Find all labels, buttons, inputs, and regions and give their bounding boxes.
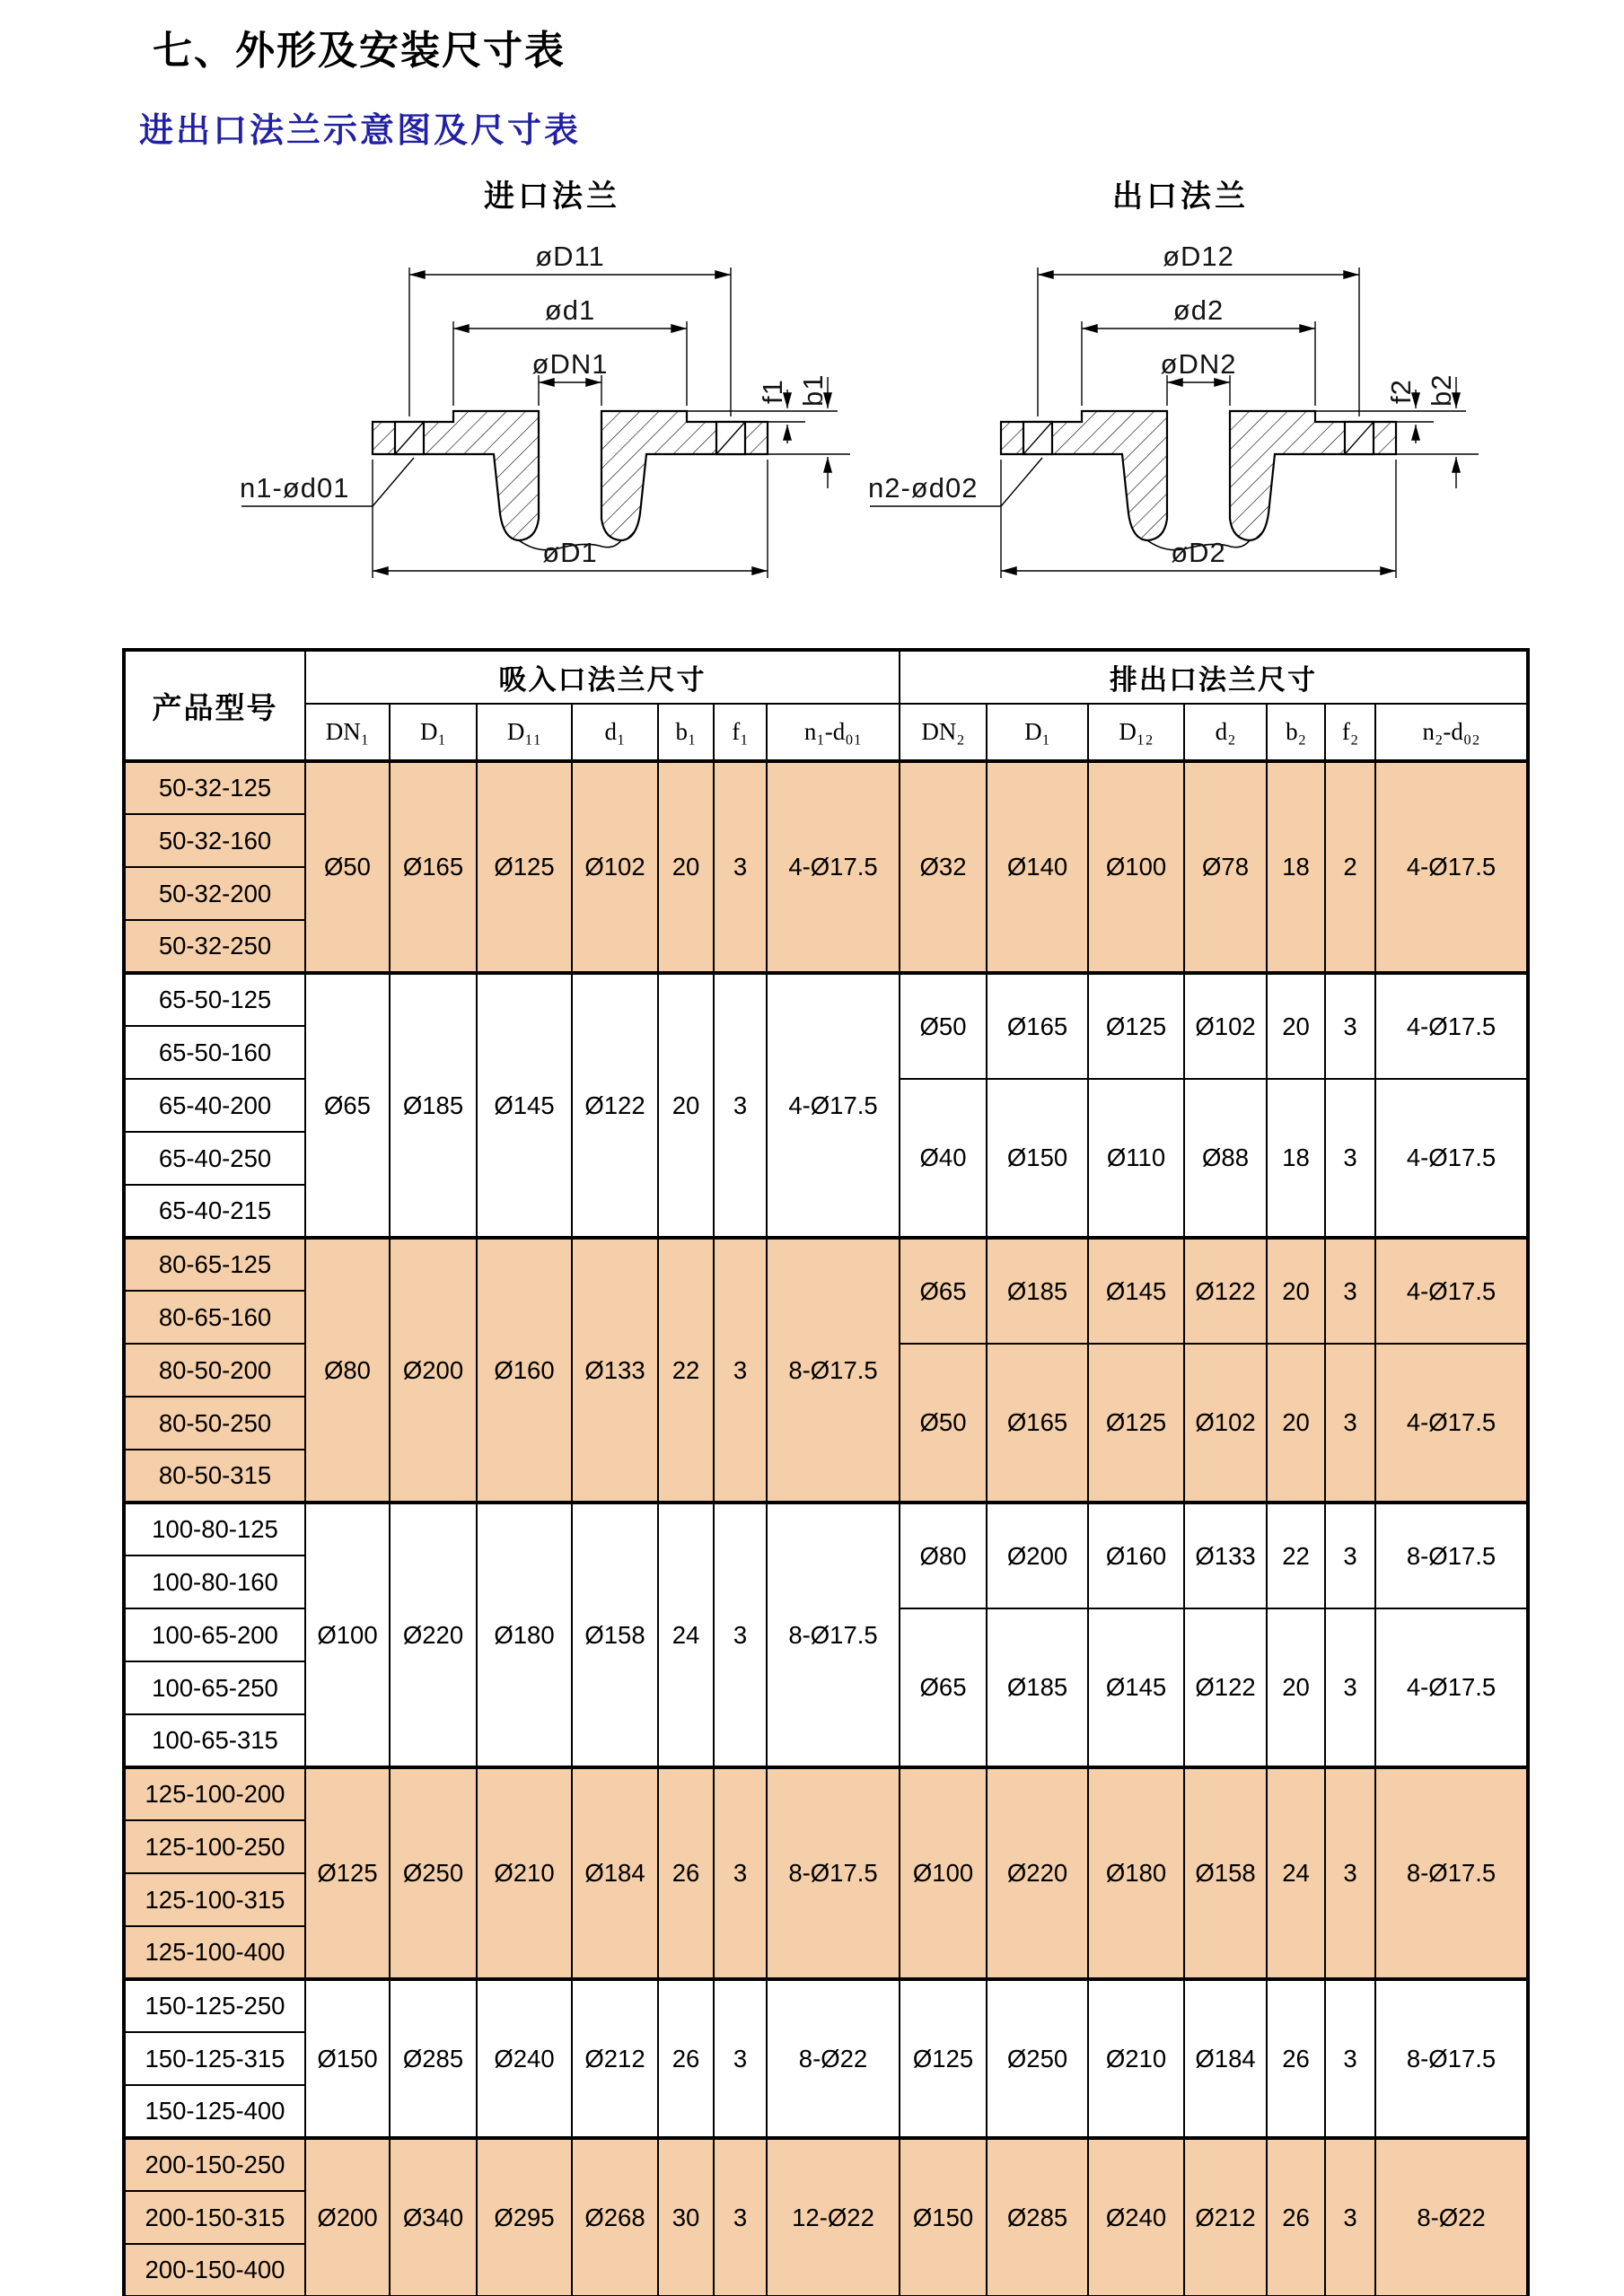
dim-label-bolt-holes: n2-ød02 — [868, 472, 979, 504]
dim-label-thickness: b2 — [1426, 373, 1457, 407]
model-cell: 50-32-250 — [124, 920, 305, 973]
model-cell: 80-65-125 — [124, 1238, 305, 1291]
model-cell: 125-100-315 — [124, 1873, 305, 1926]
discharge-value-cell: Ø210 — [1088, 1979, 1184, 2138]
discharge-value-cell: 3 — [1325, 1608, 1375, 1767]
discharge-value-cell: 8-Ø22 — [1375, 2138, 1528, 2296]
column-symbol-header-6: n₁-d₀₁ — [767, 704, 900, 761]
model-cell: 100-65-250 — [124, 1661, 305, 1714]
model-cell: 100-65-315 — [124, 1714, 305, 1767]
discharge-value-cell: 3 — [1325, 1238, 1375, 1344]
model-cell: 65-50-160 — [124, 1026, 305, 1079]
suction-value-cell: Ø50 — [305, 761, 390, 973]
suction-value-cell: Ø125 — [477, 761, 572, 973]
discharge-value-cell: Ø184 — [1184, 1979, 1267, 2138]
model-cell: 50-32-160 — [124, 814, 305, 867]
column-symbol-header-1: D₁ — [390, 704, 477, 761]
inlet-flange-title: 进口法兰 — [484, 180, 620, 214]
suction-value-cell: 26 — [658, 1979, 714, 2138]
model-cell: 80-50-315 — [124, 1450, 305, 1503]
column-symbol-header-5: f₁ — [714, 704, 767, 761]
model-cell: 80-50-250 — [124, 1397, 305, 1450]
model-cell: 150-125-315 — [124, 2032, 305, 2085]
discharge-value-cell: Ø100 — [1088, 761, 1184, 973]
column-symbol-header-10: d₂ — [1184, 704, 1267, 761]
dim-label-raised-face: ød2 — [1172, 294, 1225, 326]
suction-value-cell: 3 — [714, 2138, 767, 2296]
suction-value-cell: 3 — [714, 1767, 767, 1979]
model-cell: 150-125-400 — [124, 2085, 305, 2138]
model-cell: 65-40-250 — [124, 1132, 305, 1185]
suction-value-cell: Ø210 — [477, 1767, 572, 1979]
discharge-value-cell: Ø32 — [900, 761, 987, 973]
suction-value-cell: 8-Ø17.5 — [767, 1503, 900, 1767]
suction-value-cell: Ø185 — [390, 973, 477, 1238]
suction-value-cell: 20 — [658, 761, 714, 973]
discharge-value-cell: 3 — [1325, 1503, 1375, 1608]
discharge-value-cell: Ø102 — [1184, 973, 1267, 1079]
model-cell: 50-32-125 — [124, 761, 305, 814]
discharge-value-cell: 4-Ø17.5 — [1375, 1238, 1528, 1344]
table-row — [124, 973, 1528, 1026]
model-column-header: 产品型号 — [124, 650, 305, 761]
suction-value-cell: 3 — [714, 1503, 767, 1767]
suction-value-cell: 4-Ø17.5 — [767, 761, 900, 973]
discharge-value-cell: Ø50 — [900, 973, 987, 1079]
discharge-value-cell: 4-Ø17.5 — [1375, 1079, 1528, 1238]
discharge-value-cell: Ø125 — [1088, 1344, 1184, 1503]
suction-value-cell: Ø200 — [390, 1238, 477, 1503]
suction-value-cell: Ø180 — [477, 1503, 572, 1767]
suction-value-cell: 8-Ø17.5 — [767, 1767, 900, 1979]
outlet-flange-title: 出口法兰 — [1112, 180, 1249, 214]
discharge-value-cell: 3 — [1325, 2138, 1375, 2296]
symbol-header-row — [124, 704, 1528, 761]
suction-value-cell: Ø160 — [477, 1238, 572, 1503]
suction-value-cell: Ø80 — [305, 1238, 390, 1503]
model-cell: 100-80-125 — [124, 1503, 305, 1555]
discharge-value-cell: 3 — [1325, 1767, 1375, 1979]
suction-value-cell: 8-Ø22 — [767, 1979, 900, 2138]
suction-value-cell: Ø145 — [477, 973, 572, 1238]
discharge-value-cell: 8-Ø17.5 — [1375, 1979, 1528, 2138]
model-cell: 150-125-250 — [124, 1979, 305, 2032]
discharge-value-cell: 26 — [1267, 1979, 1325, 2138]
discharge-value-cell: Ø185 — [987, 1238, 1088, 1344]
model-cell: 125-100-200 — [124, 1767, 305, 1820]
suction-value-cell: Ø285 — [390, 1979, 477, 2138]
suction-value-cell: 3 — [714, 973, 767, 1238]
suction-value-cell: 20 — [658, 973, 714, 1238]
column-symbol-header-0: DN₁ — [305, 704, 390, 761]
suction-value-cell: Ø200 — [305, 2138, 390, 2296]
discharge-value-cell: 20 — [1267, 1608, 1325, 1767]
discharge-value-cell: Ø145 — [1088, 1238, 1184, 1344]
suction-value-cell: Ø133 — [572, 1238, 658, 1503]
model-cell: 125-100-250 — [124, 1820, 305, 1873]
column-symbol-header-9: D₁₂ — [1088, 704, 1184, 761]
dim-label-thickness: b1 — [797, 373, 829, 407]
discharge-value-cell: 20 — [1267, 973, 1325, 1079]
discharge-value-cell: 24 — [1267, 1767, 1325, 1979]
table-row — [124, 1503, 1528, 1555]
model-cell: 125-100-400 — [124, 1926, 305, 1979]
column-symbol-header-4: b₁ — [658, 704, 714, 761]
model-cell: 65-40-215 — [124, 1185, 305, 1238]
model-cell: 80-65-160 — [124, 1291, 305, 1344]
suction-value-cell: 30 — [658, 2138, 714, 2296]
table-row — [124, 1767, 1528, 1820]
suction-value-cell: 3 — [714, 1238, 767, 1503]
model-cell: 200-150-250 — [124, 2138, 305, 2191]
suction-value-cell: Ø102 — [572, 761, 658, 973]
discharge-value-cell: 26 — [1267, 2138, 1325, 2296]
dim-label-outer-diameter: øD1 — [542, 537, 598, 568]
column-symbol-header-7: DN₂ — [900, 704, 987, 761]
discharge-value-cell: Ø88 — [1184, 1079, 1267, 1238]
discharge-value-cell: Ø185 — [987, 1608, 1088, 1767]
discharge-value-cell: Ø125 — [1088, 973, 1184, 1079]
discharge-value-cell: 4-Ø17.5 — [1375, 1344, 1528, 1503]
discharge-value-cell: Ø50 — [900, 1344, 987, 1503]
discharge-value-cell: 4-Ø17.5 — [1375, 973, 1528, 1079]
discharge-value-cell: 18 — [1267, 1079, 1325, 1238]
suction-value-cell: 26 — [658, 1767, 714, 1979]
discharge-value-cell: Ø65 — [900, 1238, 987, 1344]
suction-section-header: 吸入口法兰尺寸 — [305, 650, 900, 704]
model-cell: 100-65-200 — [124, 1608, 305, 1661]
page-title: 七、外形及安装尺寸表 — [153, 29, 566, 73]
discharge-section-header: 排出口法兰尺寸 — [900, 650, 1528, 704]
dim-label-outer-bolt-circle: øD11 — [535, 241, 605, 272]
discharge-value-cell: Ø180 — [1088, 1767, 1184, 1979]
suction-value-cell: 24 — [658, 1503, 714, 1767]
table-row — [124, 761, 1528, 814]
discharge-value-cell: Ø165 — [987, 1344, 1088, 1503]
model-cell: 65-40-200 — [124, 1079, 305, 1132]
discharge-value-cell: Ø140 — [987, 761, 1088, 973]
suction-value-cell: Ø340 — [390, 2138, 477, 2296]
table-body — [124, 761, 1528, 2296]
inlet-flange-figure — [238, 223, 866, 600]
discharge-value-cell: Ø122 — [1184, 1238, 1267, 1344]
page-subtitle: 进出口法兰示意图及尺寸表 — [139, 112, 582, 150]
inlet-flange-drawing — [238, 171, 866, 600]
discharge-value-cell: 8-Ø17.5 — [1375, 1767, 1528, 1979]
outlet-flange-drawing — [866, 171, 1495, 600]
discharge-value-cell: Ø40 — [900, 1079, 987, 1238]
discharge-value-cell: Ø78 — [1184, 761, 1267, 973]
suction-value-cell: Ø268 — [572, 2138, 658, 2296]
dim-label-outer-diameter: øD2 — [1171, 537, 1226, 568]
column-symbol-header-2: D₁₁ — [477, 704, 572, 761]
suction-value-cell: 22 — [658, 1238, 714, 1503]
discharge-value-cell: Ø145 — [1088, 1608, 1184, 1767]
suction-value-cell: 3 — [714, 1979, 767, 2138]
discharge-value-cell: Ø80 — [900, 1503, 987, 1608]
suction-value-cell: Ø184 — [572, 1767, 658, 1979]
flange-drawings — [238, 171, 1624, 600]
suction-value-cell: 12-Ø22 — [767, 2138, 900, 2296]
discharge-value-cell: Ø110 — [1088, 1079, 1184, 1238]
suction-value-cell: Ø150 — [305, 1979, 390, 2138]
suction-value-cell: Ø125 — [305, 1767, 390, 1979]
discharge-value-cell: 3 — [1325, 973, 1375, 1079]
suction-value-cell: Ø65 — [305, 973, 390, 1238]
column-symbol-header-8: D₁ — [987, 704, 1088, 761]
model-cell: 200-150-400 — [124, 2244, 305, 2296]
flange-svg — [238, 223, 866, 600]
column-symbol-header-13: n₂-d₀₂ — [1375, 704, 1528, 761]
discharge-value-cell: Ø250 — [987, 1979, 1088, 2138]
suction-value-cell: Ø240 — [477, 1979, 572, 2138]
suction-value-cell: Ø158 — [572, 1503, 658, 1767]
discharge-value-cell: Ø65 — [900, 1608, 987, 1767]
discharge-value-cell: 8-Ø17.5 — [1375, 1503, 1528, 1608]
discharge-value-cell: 20 — [1267, 1344, 1325, 1503]
suction-value-cell: Ø212 — [572, 1979, 658, 2138]
table-row — [124, 1979, 1528, 2032]
dim-label-nominal-bore: øDN1 — [531, 348, 609, 380]
discharge-value-cell: Ø158 — [1184, 1767, 1267, 1979]
discharge-value-cell: Ø122 — [1184, 1608, 1267, 1767]
discharge-value-cell: 18 — [1267, 761, 1325, 973]
discharge-value-cell: 22 — [1267, 1503, 1325, 1608]
flange-svg — [866, 223, 1495, 600]
column-symbol-header-12: f₂ — [1325, 704, 1375, 761]
flange-section — [373, 411, 850, 550]
discharge-value-cell: Ø165 — [987, 973, 1088, 1079]
section-header-row — [124, 650, 1528, 704]
discharge-value-cell: 2 — [1325, 761, 1375, 973]
discharge-value-cell: Ø150 — [900, 2138, 987, 2296]
suction-value-cell: Ø220 — [390, 1503, 477, 1767]
discharge-value-cell: Ø240 — [1088, 2138, 1184, 2296]
table-row — [124, 1238, 1528, 1291]
column-symbol-header-11: b₂ — [1267, 704, 1325, 761]
suction-value-cell: Ø295 — [477, 2138, 572, 2296]
outlet-flange-figure — [866, 223, 1495, 600]
table-row — [124, 2138, 1528, 2191]
model-cell: 80-50-200 — [124, 1344, 305, 1397]
flange-section — [1001, 411, 1479, 550]
discharge-value-cell: Ø150 — [987, 1079, 1088, 1238]
dim-label-face-height: f1 — [757, 379, 788, 404]
discharge-value-cell: 3 — [1325, 1079, 1375, 1238]
discharge-value-cell: 3 — [1325, 1979, 1375, 2138]
suction-value-cell: 4-Ø17.5 — [767, 973, 900, 1238]
dim-label-raised-face: ød1 — [544, 294, 596, 326]
suction-value-cell: Ø165 — [390, 761, 477, 973]
discharge-value-cell: Ø160 — [1088, 1503, 1184, 1608]
discharge-value-cell: Ø133 — [1184, 1503, 1267, 1608]
model-cell: 65-50-125 — [124, 973, 305, 1026]
column-symbol-header-3: d₁ — [572, 704, 658, 761]
dim-label-face-height: f2 — [1385, 379, 1417, 404]
discharge-value-cell: Ø200 — [987, 1503, 1088, 1608]
model-cell: 200-150-315 — [124, 2191, 305, 2244]
dim-label-outer-bolt-circle: øD12 — [1163, 241, 1234, 272]
dim-label-nominal-bore: øDN2 — [1160, 348, 1237, 380]
suction-value-cell: Ø100 — [305, 1503, 390, 1767]
model-cell: 50-32-200 — [124, 867, 305, 920]
suction-value-cell: 8-Ø17.5 — [767, 1238, 900, 1503]
discharge-value-cell: 4-Ø17.5 — [1375, 761, 1528, 973]
discharge-value-cell: 3 — [1325, 1344, 1375, 1503]
discharge-value-cell: 4-Ø17.5 — [1375, 1608, 1528, 1767]
dim-label-bolt-holes: n1-ød01 — [240, 472, 350, 504]
suction-value-cell: Ø250 — [390, 1767, 477, 1979]
discharge-value-cell: Ø220 — [987, 1767, 1088, 1979]
discharge-value-cell: Ø125 — [900, 1979, 987, 2138]
model-cell: 100-80-160 — [124, 1555, 305, 1608]
discharge-value-cell: Ø285 — [987, 2138, 1088, 2296]
discharge-value-cell: Ø100 — [900, 1767, 987, 1979]
dimension-table — [122, 648, 1530, 2296]
discharge-value-cell: Ø102 — [1184, 1344, 1267, 1503]
discharge-value-cell: Ø212 — [1184, 2138, 1267, 2296]
suction-value-cell: Ø122 — [572, 973, 658, 1238]
suction-value-cell: 3 — [714, 761, 767, 973]
table-header — [124, 650, 1528, 761]
discharge-value-cell: 20 — [1267, 1238, 1325, 1344]
